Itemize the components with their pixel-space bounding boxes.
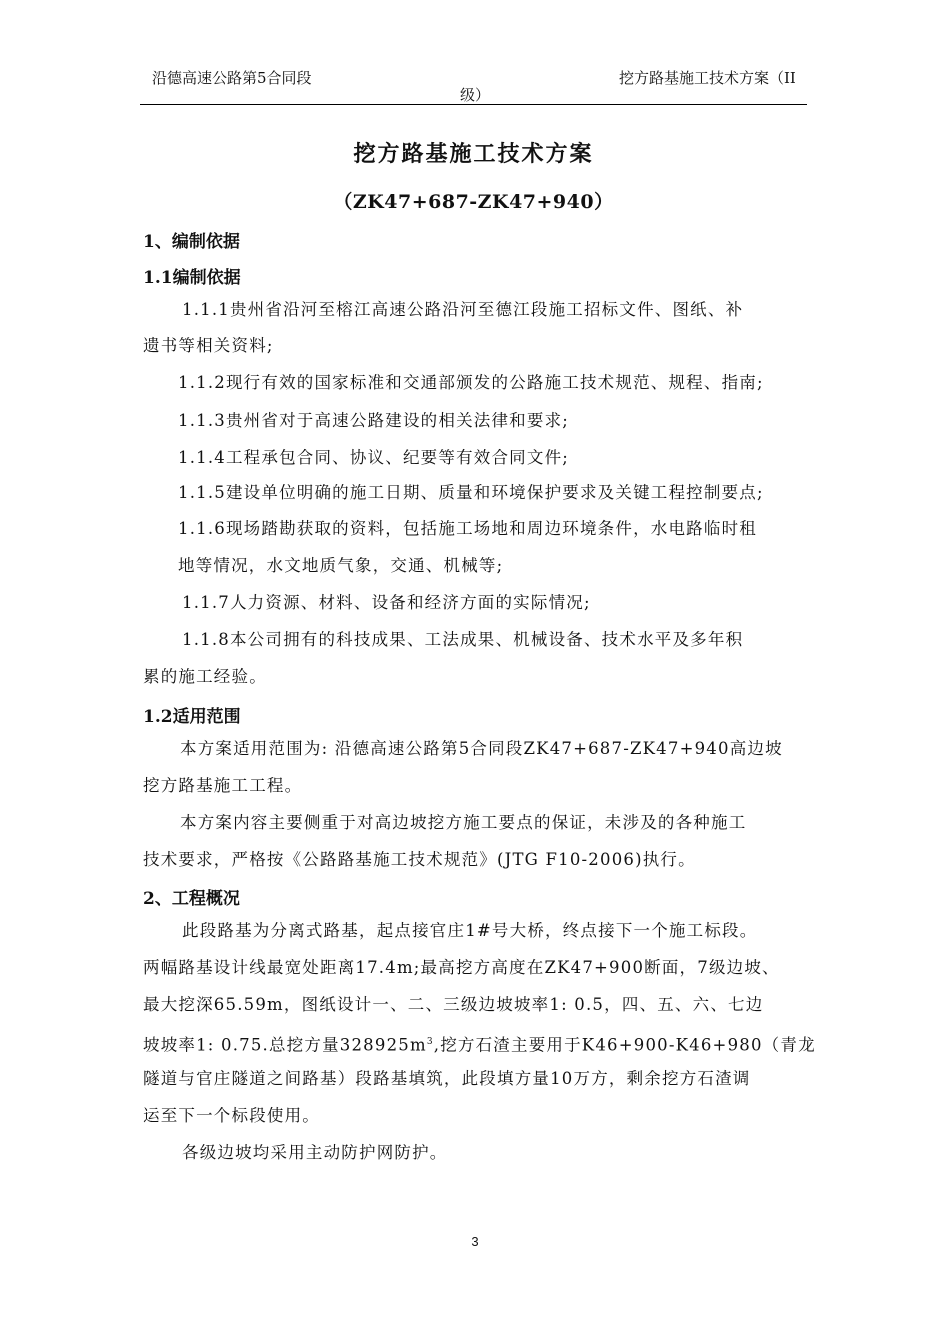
basis-item-cont: 遗书等相关资料; [143, 336, 274, 355]
basis-item: 1.1.7人力资源、材料、设备和经济方面的实际情况; [182, 593, 591, 612]
overview-line: 两幅路基设计线最宽处距离17.4m;最高挖方高度在ZK47+900断面，7级边坡、 [143, 958, 780, 977]
doc-title: 挖方路基施工技术方案 [353, 141, 594, 167]
page-number: 3 [471, 1234, 479, 1249]
overview-line: 此段路基为分离式路基，起点接官庄1#号大桥，终点接下一个施工标段。 [182, 921, 758, 940]
scope-paragraph: 本方案适用范围为: 沿德高速公路第5合同段ZK47+687-ZK47+940高边坡 [180, 739, 783, 758]
basis-item: 1.1.3贵州省对于高速公路建设的相关法律和要求; [178, 411, 570, 430]
overview-line: 隧道与官庄隧道之间路基）段路基填筑，此段填方量10万方，剩余挖方石渣调 [143, 1069, 751, 1088]
basis-item: 1.1.6现场踏勘获取的资料，包括施工场地和周边环境条件，水电路临时租 [178, 519, 757, 538]
header-right: 挖方路基施工技术方案（II [619, 69, 796, 87]
basis-item-cont: 累的施工经验。 [143, 667, 267, 686]
scope-paragraph: 本方案内容主要侧重于对高边坡挖方施工要点的保证，未涉及的各种施工 [180, 813, 747, 832]
overview-line: 最大挖深65.59m，图纸设计一、二、三级边坡坡率1: 0.5，四、五、六、七边 [143, 995, 764, 1014]
overview-line: 各级边坡均采用主动防护网防护。 [182, 1143, 448, 1162]
heading-section-1-2: 1.2适用范围 [143, 707, 241, 727]
basis-item: 1.1.1贵州省沿河至榕江高速公路沿河至德江段施工招标文件、图纸、补 [182, 300, 744, 319]
overview-text: ,挖方石渣主要用于K46+900-K46+980（青龙 [433, 1035, 816, 1055]
heading-section-1-1: 1.1编制依据 [143, 268, 241, 288]
basis-item: 1.1.2现行有效的国家标准和交通部颁发的公路施工技术规范、规程、指南; [178, 373, 764, 392]
scope-paragraph-cont: 挖方路基施工工程。 [143, 776, 303, 795]
heading-section-1: 1、编制依据 [143, 232, 240, 252]
header-left: 沿德高速公路第5合同段 [152, 69, 312, 87]
basis-item: 1.1.4工程承包合同、协议、纪要等有效合同文件; [178, 448, 570, 467]
doc-subtitle: （ZK47+687-ZK47+940） [333, 191, 614, 213]
overview-line: 运至下一个标段使用。 [143, 1106, 320, 1125]
header-rule [140, 104, 807, 105]
overview-text: 坡坡率1: 0.75.总挖方量328925m [143, 1035, 427, 1055]
basis-item: 1.1.5建设单位明确的施工日期、质量和环境保护要求及关键工程控制要点; [178, 483, 764, 502]
header-right-wrap: 级） [460, 86, 491, 104]
basis-item-cont: 地等情况，水文地质气象，交通、机械等; [178, 556, 504, 575]
superscript-3: 3 [426, 1037, 434, 1047]
overview-line [143, 1024, 816, 1064]
basis-item: 1.1.8本公司拥有的科技成果、工法成果、机械设备、技术水平及多年积 [182, 630, 744, 649]
heading-section-2: 2、工程概况 [143, 889, 240, 909]
scope-paragraph-cont: 技术要求，严格按《公路路基施工技术规范》(JTG F10-2006)执行。 [143, 850, 696, 869]
